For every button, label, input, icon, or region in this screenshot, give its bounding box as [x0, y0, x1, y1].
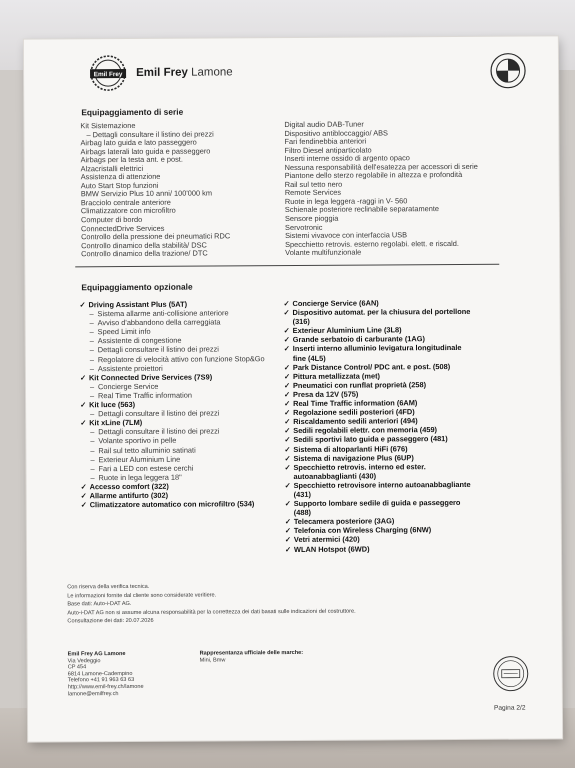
option-label: Climatizzatore automatico con microfiltro (534): [89, 499, 255, 510]
standard-item: Nessuna responsabilità dell'esatezza per accessori di serie: [284, 161, 478, 172]
standard-item: Controllo dinamico della trazione/ DTC: [81, 248, 208, 259]
standard-item: Specchietto retrovis. esterno regolabi. elett. e riscald.: [285, 238, 459, 249]
option-label: Driving Assistant Plus (5AT): [88, 299, 188, 310]
checkmark-icon: ✓: [80, 418, 87, 428]
checkmark-icon: ✓: [80, 491, 87, 501]
standard-item: Airbags laterali lato guida e passeggero: [80, 146, 211, 156]
note-line: Con riserva della verifica tecnica.: [67, 583, 150, 591]
address-line: Via Vedeggio: [67, 657, 101, 664]
standard-item: Climatizzatore con microfiltro: [80, 206, 176, 216]
brand-name-bold: Emil Frey: [136, 66, 188, 79]
standard-item: Schienale posteriore reclinabile separatamente: [284, 204, 440, 215]
checkmark-icon: ✓: [284, 435, 291, 445]
option-label: Specchietto retrovis. interno ed ester.: [293, 461, 426, 472]
checkmark-icon: ✓: [283, 335, 290, 345]
option-label: Presa da 12V (575): [293, 389, 359, 399]
dash-icon: –: [90, 391, 95, 401]
option-label: (431): [293, 489, 311, 499]
option-label: Volante sportivo in pelle: [98, 436, 177, 446]
standard-list-right: [284, 120, 478, 258]
standard-item: Auto Start Stop funzioni: [80, 180, 159, 191]
optional-list-right: [283, 298, 471, 554]
option-item: [284, 307, 471, 326]
standard-item: Dispositivo antibloccaggio/ ABS: [284, 127, 388, 138]
standard-item: Remote Services: [284, 188, 342, 198]
checkmark-icon: ✓: [80, 482, 87, 492]
option-label: Exterieur Aluminium Line (3L8): [292, 325, 402, 336]
standard-item: Sistemi vivavoce con interfaccia USB: [285, 230, 408, 241]
option-label: fine (4L5): [292, 353, 326, 363]
option-package: [81, 499, 266, 509]
standard-item: Piantone dello sterzo regolabile in altezza e profondità: [284, 170, 463, 181]
standard-item: Kit Sistemazione: [80, 120, 136, 131]
option-label: Concierge Service: [97, 381, 159, 392]
dash-icon: –: [89, 363, 95, 373]
standard-item: Sensore pioggia: [284, 213, 339, 224]
dash-icon: –: [90, 472, 95, 483]
brand-name-location: Lamone: [191, 66, 233, 79]
dash-icon: –: [89, 327, 94, 337]
option-label: Vetri atermici (420): [293, 535, 360, 545]
option-item: [285, 498, 472, 517]
checkmark-icon: ✓: [283, 326, 290, 336]
dealer-name: Emil Frey AG Lamone: [67, 651, 126, 658]
option-label: Dispositivo automat. per la chiusura del portellone: [292, 307, 471, 318]
header-brand: [88, 52, 288, 97]
checkmark-icon: ✓: [284, 526, 292, 536]
website-link: http://www.emil-frey.ch/lamone: [67, 683, 144, 691]
note-line: Auto-i-DAT AG non si assume alcuna responsabilità per la correttezza dei dati basati sulle indicazioni del costruttore.: [67, 608, 356, 617]
option-label: Park Distance Control/ PDC ant. e post. (508): [292, 361, 451, 372]
checkmark-icon: ✓: [80, 400, 87, 410]
option-item: [285, 543, 472, 553]
page-number: Pagina 2/2: [493, 704, 526, 712]
checkmark-icon: ✓: [283, 362, 291, 372]
option-label: Exterieur Aluminium Line: [98, 454, 181, 464]
note-line: Le informazioni fornite dal cliente sono considerate veritiere.: [67, 592, 217, 599]
option-label: Speed Limit info: [97, 327, 151, 337]
checkmark-icon: ✓: [284, 499, 291, 509]
checkmark-icon: ✓: [284, 417, 291, 427]
standard-item: Fari fendinebbia anteriori: [284, 136, 367, 147]
dash-icon: –: [89, 309, 94, 319]
option-label: Grande serbatoio di carburante (1AG): [292, 334, 425, 345]
standard-item: Servotronic: [284, 222, 323, 232]
section-divider: [75, 264, 499, 268]
option-label: Assistente di congestione: [97, 336, 182, 346]
option-label: Regolazione sedili posteriori (4FD): [293, 407, 415, 418]
option-label: Kit Connected Drive Services (7S9): [88, 372, 213, 382]
dash-icon: –: [89, 345, 94, 355]
option-label: Pneumatici con runflat proprietà (258): [292, 380, 427, 390]
option-label: Rail sul tetto alluminio satinati: [98, 445, 196, 455]
dash-icon: –: [90, 436, 95, 446]
checkmark-icon: ✓: [283, 371, 291, 381]
option-label: Concierge Service (6AN): [292, 298, 379, 309]
standard-item: Controllo della pressione dei pneumatici RDC: [81, 231, 231, 242]
certification-seal-icon: [492, 655, 530, 693]
option-label: Assistente proiettori: [97, 363, 163, 373]
email-address: lamone@emilfrey.ch: [67, 690, 119, 697]
option-label: Sistema allarme anti-collisione anteriore: [97, 308, 229, 319]
checkmark-icon: ✓: [284, 535, 292, 545]
checkmark-icon: ✓: [80, 500, 87, 510]
address-line: 6814 Lamone-Cadempino: [67, 670, 133, 678]
checkmark-icon: ✓: [283, 344, 290, 354]
option-label: Sistema di altoparlanti HiFi (676): [293, 443, 408, 454]
standard-item: Filtro Diesel antiparticolato: [284, 145, 372, 155]
standard-item: Computer di bordo: [80, 214, 143, 225]
option-label: Allarme antifurto (302): [89, 490, 169, 501]
option-label: Pittura metallizzata (met): [292, 371, 381, 381]
option-label: Supporto lombare sedile di guida e passeggero: [293, 498, 461, 509]
option-label: Regolatore di velocità attivo con funzione Stop&Go: [97, 353, 265, 364]
option-label: Fari a LED con estese cerchi: [98, 463, 194, 473]
checkmark-icon: ✓: [284, 426, 291, 436]
option-item: [284, 462, 471, 481]
standard-item: Alzacristalli elettrici: [80, 163, 144, 174]
standard-item: Rail sul tetto nero: [284, 179, 343, 189]
standard-item: – Dettagli consultare il listino dei prezzi: [86, 129, 214, 139]
option-label: Telefonia con Wireless Charging (6NW): [293, 525, 432, 536]
note-line: Base dati: Auto-i-DAT AG.: [67, 601, 132, 608]
brand-name: [136, 66, 233, 79]
dash-icon: –: [90, 463, 95, 473]
option-label: Dettagli consultare il listino dei prezzi: [98, 408, 220, 419]
dealer-address: [68, 651, 144, 698]
checkmark-icon: ✓: [283, 380, 291, 390]
representation-brands: Mini, Bmw: [199, 657, 226, 664]
option-label: Sistema di navigazione Plus (6UP): [293, 452, 414, 463]
address-line: CP 454: [67, 664, 87, 671]
optional-equipment-title: Equipaggiamento opzionale: [81, 281, 193, 293]
option-label: Kit xLine (7LM): [89, 418, 143, 428]
dash-icon: –: [90, 409, 95, 419]
checkmark-icon: ✓: [283, 299, 290, 309]
standard-item: Ruote in lega leggera -raggi in V- 560: [284, 196, 408, 206]
standard-item: Inserti interne ossido di argento opaco: [284, 153, 410, 164]
phone-number: Telefono +41 91 963 63 63: [67, 677, 135, 684]
dash-icon: –: [90, 427, 95, 437]
brand-representation: [200, 650, 304, 664]
option-label: Telecamera posteriore (3AG): [293, 516, 395, 527]
document-page: [24, 36, 562, 741]
standard-item: ConnectedDrive Services: [80, 223, 165, 233]
option-label: Sedili sportivi lato guida e passeggero (481): [293, 434, 448, 445]
option-label: Avviso d'abbandono della carreggiata: [97, 317, 221, 328]
dash-icon: –: [89, 318, 94, 328]
checkmark-icon: ✓: [79, 373, 87, 383]
standard-item: Assistenza di attenzione: [80, 172, 161, 182]
option-label: autoanabbaglianti (430): [293, 471, 377, 481]
option-label: Sedili regolabili elettr. con memoria (459): [293, 425, 438, 436]
emil-frey-logo-icon: [88, 53, 128, 93]
checkmark-icon: ✓: [284, 480, 291, 490]
representation-title: Rappresentanza ufficiale delle marche:: [199, 649, 304, 657]
checkmark-icon: ✓: [284, 453, 291, 463]
checkmark-icon: ✓: [283, 308, 290, 318]
dash-icon: –: [90, 445, 95, 455]
option-label: WLAN Hotspot (6WD): [293, 544, 370, 554]
checkmark-icon: ✓: [284, 399, 291, 409]
checkmark-icon: ✓: [79, 300, 86, 310]
bmw-logo-icon: [490, 53, 526, 89]
checkmark-icon: ✓: [284, 517, 292, 527]
option-label: Inserti interno alluminio levigatura longitudinale: [292, 343, 462, 354]
option-item: [285, 480, 472, 499]
option-label: Kit luce (563): [89, 399, 136, 410]
option-label: (488): [293, 508, 312, 518]
checkmark-icon: ✓: [284, 544, 292, 554]
option-label: Real Time Traffic information (6AM): [293, 398, 418, 409]
option-label: Dettagli consultare il listino dei prezzi: [97, 344, 219, 355]
checkmark-icon: ✓: [284, 444, 291, 454]
standard-item: Digital audio DAB-Tuner: [284, 119, 364, 130]
standard-item: Airbags per la testa ant. e post.: [80, 154, 183, 165]
standard-item: Volante multifunzionale: [285, 247, 362, 258]
checkmark-icon: ✓: [284, 462, 291, 472]
dash-icon: –: [89, 336, 94, 346]
option-label: Dettagli consultare il listino dei prezzi: [98, 426, 220, 437]
checkmark-icon: ✓: [284, 408, 291, 418]
standard-equipment-title: Equipaggiamento di serie: [81, 106, 184, 118]
optional-list-left: [79, 299, 265, 509]
option-label: Riscaldamento sedili anteriori (494): [293, 416, 418, 427]
dash-icon: –: [89, 354, 94, 364]
option-label: Ruote in lega leggera 18": [98, 472, 182, 482]
option-label: Real Time Traffic information: [98, 390, 193, 401]
standard-item: Airbag lato guida e lato passeggero: [80, 137, 197, 148]
option-label: Accesso comfort (322): [89, 481, 169, 492]
standard-item: Bracciolo centrale anteriore: [80, 197, 171, 208]
option-item: [284, 343, 471, 362]
dash-icon: –: [89, 382, 95, 392]
dash-icon: –: [90, 454, 95, 464]
standard-list-left: [80, 121, 230, 259]
svg-text:Emil Frey: Emil Frey: [93, 71, 123, 79]
note-line: Consultazione dei dati: 20.07.2026: [67, 618, 154, 625]
option-label: (316): [292, 317, 310, 327]
disclaimer-notes: [67, 582, 356, 627]
standard-item: BMW Servizio Plus 10 anni/ 100'000 km: [80, 188, 213, 199]
option-label: Specchietto retrovisore interno autoanabbagliante: [293, 479, 471, 490]
checkmark-icon: ✓: [284, 389, 291, 399]
standard-item: Controllo dinamico della stabilità/ DSC: [81, 240, 207, 250]
